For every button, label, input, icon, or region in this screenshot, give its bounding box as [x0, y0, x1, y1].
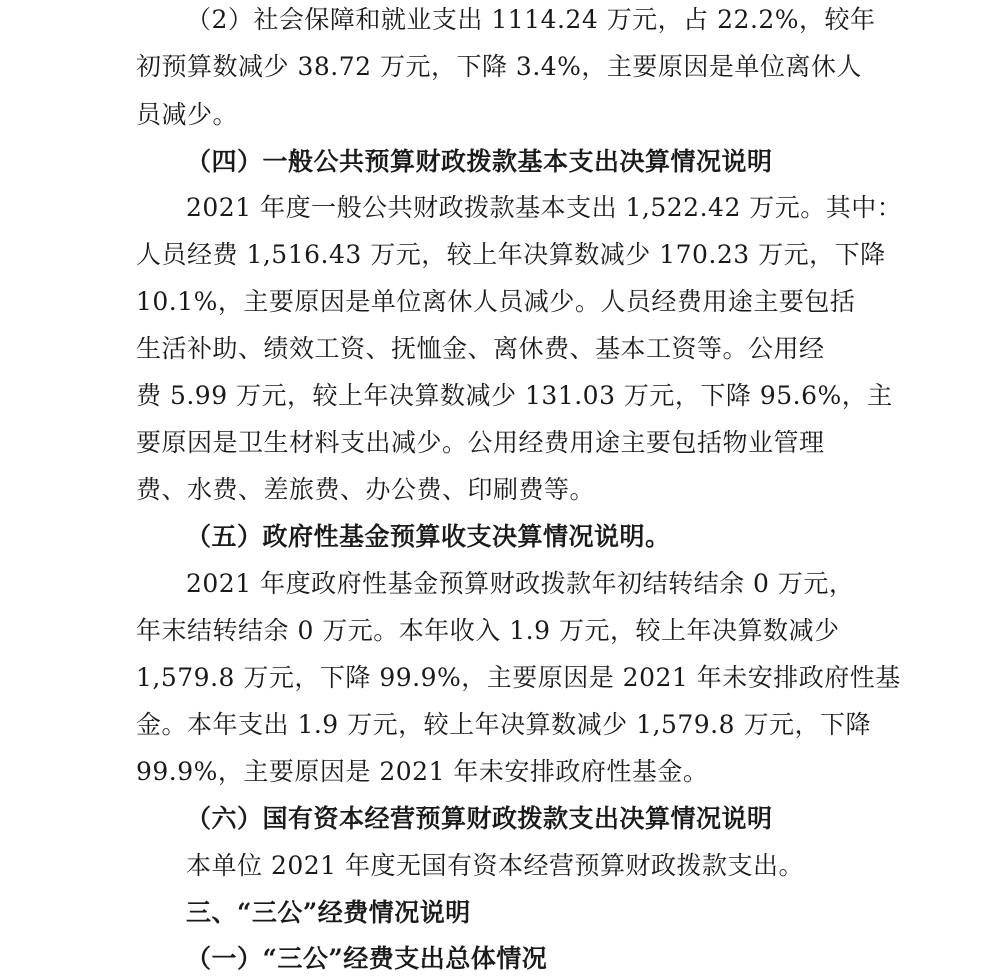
paragraph-line: 2021 年度政府性基金预算财政拨款年初结转结余 0 万元， — [186, 569, 855, 598]
paragraph-line: 金。本年支出 1.9 万元，较上年决算数减少 1,579.8 万元，下降 — [136, 710, 871, 739]
paragraph-line: 10.1%，主要原因是单位离休人员减少。人员经费用途主要包括 — [136, 287, 856, 316]
paragraph-line: 人员经费 1,516.43 万元，较上年决算数减少 170.23 万元，下降 — [136, 240, 886, 269]
paragraph-line: 99.9%，主要原因是 2021 年未安排政府性基金。 — [136, 757, 709, 786]
paragraph-line: 费 5.99 万元，较上年决算数减少 131.03 万元，下降 95.6%，主 — [136, 381, 893, 410]
chapter-heading: 三、“三公”经费情况说明 — [186, 898, 471, 927]
paragraph-line: 要原因是卫生材料支出减少。公用经费用途主要包括物业管理 — [136, 428, 825, 457]
section-heading: （五）政府性基金预算收支决算情况说明。 — [186, 522, 671, 551]
paragraph-line: 2021 年度一般公共财政拨款基本支出 1,522.42 万元。其中： — [186, 193, 903, 222]
paragraph-line: 员减少。 — [136, 100, 239, 129]
section-heading: （六）国有资本经营预算财政拨款支出决算情况说明 — [186, 804, 773, 833]
paragraph-line: 费、水费、差旅费、办公费、印刷费等。 — [136, 475, 596, 504]
paragraph-line: 年末结转结余 0 万元。本年收入 1.9 万元，较上年决算数减少 — [136, 616, 840, 645]
paragraph-line: 初预算数减少 38.72 万元，下降 3.4%，主要原因是单位离休人 — [136, 52, 862, 81]
paragraph-line: （2）社会保障和就业支出 1114.24 万元，占 22.2%，较年 — [186, 5, 876, 34]
paragraph-line: 生活补助、绩效工资、抚恤金、离休费、基本工资等。公用经 — [136, 334, 825, 363]
paragraph-line: 1,579.8 万元，下降 99.9%，主要原因是 2021 年未安排政府性基 — [136, 663, 901, 692]
section-heading: （四）一般公共预算财政拨款基本支出决算情况说明 — [186, 147, 773, 176]
section-heading: （一）“三公”经费支出总体情况 — [186, 944, 548, 973]
paragraph-line: 本单位 2021 年度无国有资本经营预算财政拨款支出。 — [186, 851, 805, 880]
